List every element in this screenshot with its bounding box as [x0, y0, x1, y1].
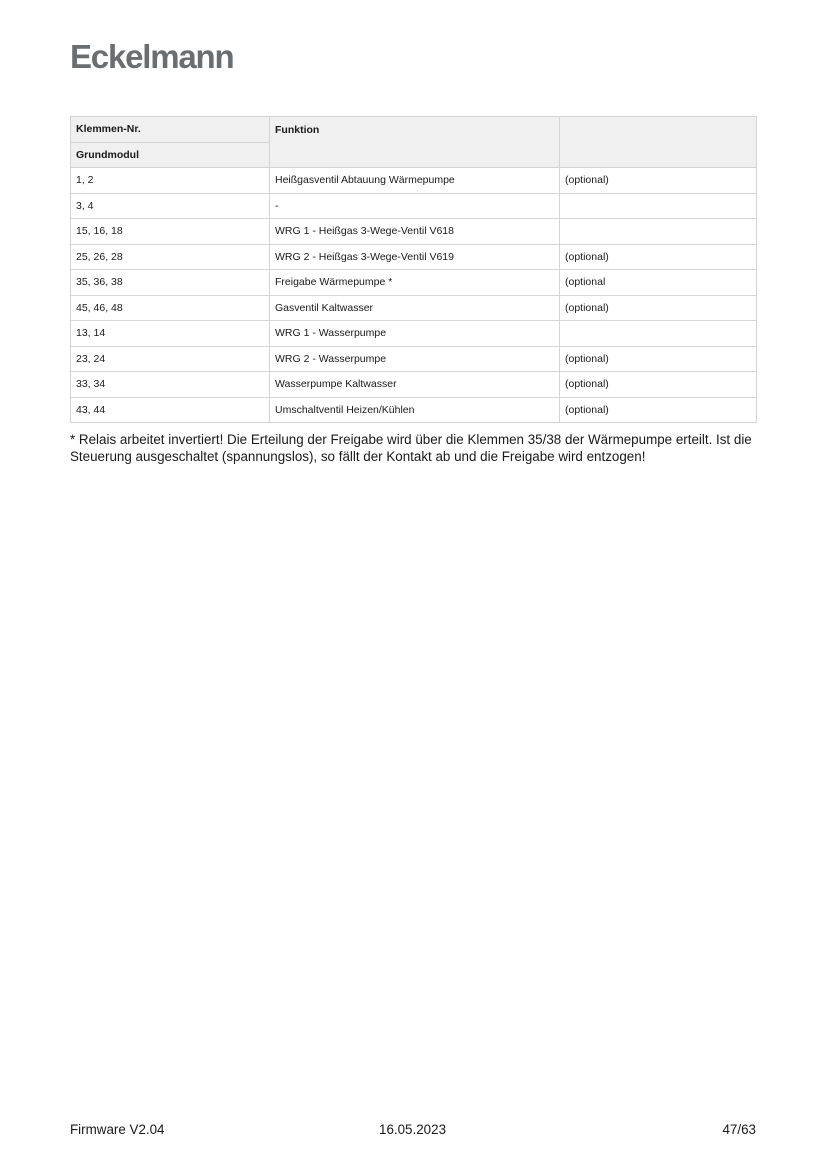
footer-firmware-version: Firmware V2.04: [70, 1122, 165, 1137]
terminal-cell: 13, 14: [71, 321, 270, 347]
function-cell: WRG 1 - Wasserpumpe: [270, 321, 560, 347]
header-terminal-number: Klemmen-Nr.: [71, 117, 270, 143]
table-row: [71, 346, 757, 372]
terminal-cell: 3, 4: [71, 193, 270, 219]
function-cell: Umschaltventil Heizen/Kühlen: [270, 397, 560, 423]
terminal-cell: 25, 26, 28: [71, 244, 270, 270]
note-cell: (optional): [560, 372, 757, 398]
terminal-cell: 33, 34: [71, 372, 270, 398]
note-cell: (optional): [560, 295, 757, 321]
function-cell: WRG 2 - Heißgas 3-Wege-Ventil V619: [270, 244, 560, 270]
terminal-cell: 35, 36, 38: [71, 270, 270, 296]
terminal-cell: 15, 16, 18: [71, 219, 270, 245]
table-header-row: [71, 117, 757, 143]
function-cell: Heißgasventil Abtauung Wärmepumpe: [270, 168, 560, 194]
table-row: [71, 168, 757, 194]
footer-page-number: 47/63: [722, 1122, 756, 1137]
footnote: * Relais arbeitet invertiert! Die Erteilung der Freigabe wird über die Klemmen 35/38 der Wärmepumpe erteilt. Ist die Steuerung ausgeschaltet (spannungslos), so fällt der Kontakt ab und die Freigabe wird entzogen!: [70, 432, 752, 464]
header-function: Funktion: [270, 117, 560, 168]
table-row: [71, 270, 757, 296]
terminal-cell: 43, 44: [71, 397, 270, 423]
table-row: [71, 372, 757, 398]
company-logo: Eckelmann: [70, 38, 234, 75]
note-cell: (optional): [560, 244, 757, 270]
function-cell: WRG 1 - Heißgas 3-Wege-Ventil V618: [270, 219, 560, 245]
terminal-cell: 1, 2: [71, 168, 270, 194]
note-cell: (optional): [560, 346, 757, 372]
note-cell: [560, 321, 757, 347]
function-cell: WRG 2 - Wasserpumpe: [270, 346, 560, 372]
header-note: [560, 117, 757, 168]
note-cell: (optional): [560, 168, 757, 194]
header-base-module: Grundmodul: [71, 142, 270, 168]
note-cell: [560, 219, 757, 245]
function-cell: Wasserpumpe Kaltwasser: [270, 372, 560, 398]
terminal-cell: 45, 46, 48: [71, 295, 270, 321]
table-row: [71, 244, 757, 270]
table-row: [71, 193, 757, 219]
function-cell: Freigabe Wärmepumpe *: [270, 270, 560, 296]
note-cell: (optional: [560, 270, 757, 296]
table-row: [71, 295, 757, 321]
table-row: [71, 219, 757, 245]
footer-date: 16.05.2023: [379, 1122, 447, 1137]
note-cell: (optional): [560, 397, 757, 423]
table-row: [71, 321, 757, 347]
table-row: [71, 397, 757, 423]
note-cell: [560, 193, 757, 219]
function-cell: Gasventil Kaltwasser: [270, 295, 560, 321]
function-cell: -: [270, 193, 560, 219]
terminal-table: [70, 116, 757, 423]
terminal-cell: 23, 24: [71, 346, 270, 372]
